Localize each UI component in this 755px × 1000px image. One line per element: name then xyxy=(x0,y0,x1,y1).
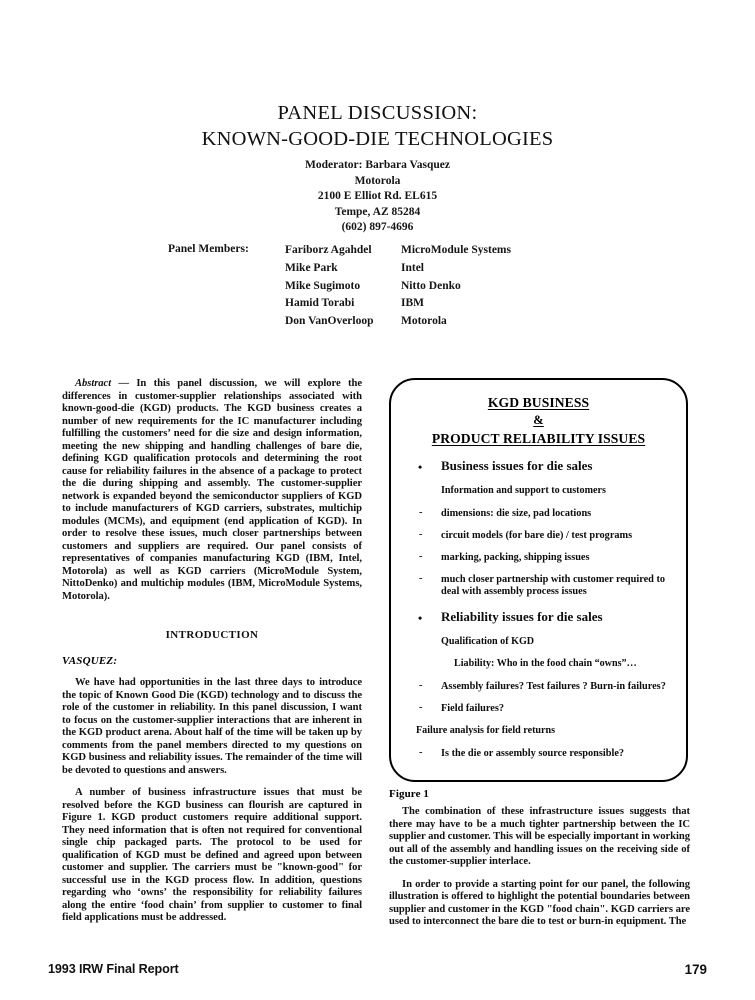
dash-icon: - xyxy=(419,747,423,759)
title-block xyxy=(0,100,755,236)
list-item-label: Liability: Who in the food chain “owns”… xyxy=(454,658,637,670)
panel-member-name: Fariborz Agahdel xyxy=(285,244,372,256)
moderator-phone: (602) 897-4696 xyxy=(341,221,414,234)
list-item xyxy=(401,485,676,498)
list-item-label: much closer partnership with customer required to deal with assembly process issues xyxy=(441,573,666,598)
list-item xyxy=(401,748,676,761)
list-item xyxy=(401,725,676,738)
right-body-paragraph-2: In order to provide a starting point for our panel, the following illustration is offered to highlight the potential boundaries between supplier and customer in the KGD "food chain". KGD carriers are used to interconnect the bare die to test or burn-in equipment. The xyxy=(389,878,690,927)
list-item-label: Failure analysis for field returns xyxy=(416,724,556,736)
panel-member-name: Don VanOverloop xyxy=(285,315,374,328)
panel-members-table-body xyxy=(285,243,511,332)
table-row xyxy=(285,296,511,314)
body-paragraph-1: We have had opportunities in the last three days to introduce the topic of Known Good Die (KGD) technology and to discuss the role of the customer in reliability. In this panel discussion, I want to focus on the customer-supplier interactions that are inherent in the KGD product arena. About half of the time will be taken up by comments from the panel members directed to my questions on KGD business and reliability issues. The remainder of the time will be devoted to questions and answers. xyxy=(62,677,362,776)
section-heading-introduction: INTRODUCTION xyxy=(165,629,259,641)
panel-member-name: Hamid Torabi xyxy=(285,297,355,310)
list-item xyxy=(401,458,676,474)
list-item xyxy=(401,658,676,671)
list-item-label: Information and support to customers xyxy=(441,485,606,496)
list-item xyxy=(401,703,676,716)
panel-member-affiliation: MicroModule Systems xyxy=(401,244,511,256)
right-column xyxy=(389,378,690,929)
page-footer xyxy=(0,962,755,978)
figure-title-line-2: PRODUCT RELIABILITY ISSUES xyxy=(431,431,646,446)
figure-1-box xyxy=(389,378,688,782)
list-item xyxy=(401,609,676,625)
page-title-line-1: PANEL DISCUSSION: xyxy=(277,102,478,124)
table-row xyxy=(285,261,511,279)
list-item-label: circuit models (for bare die) / test programs xyxy=(441,529,633,541)
panel-member-affiliation: Intel xyxy=(401,261,424,274)
panel-member-name: Mike Park xyxy=(285,261,338,274)
table-row xyxy=(285,243,511,261)
bullet-icon: • xyxy=(418,460,423,474)
speaker-label-vasquez: VASQUEZ: xyxy=(62,655,118,667)
list-item xyxy=(401,681,676,694)
dash-icon: - xyxy=(419,702,423,714)
dash-icon: - xyxy=(419,573,423,585)
list-item-label: marking, packing, shipping issues xyxy=(441,551,590,563)
list-item xyxy=(401,574,676,599)
abstract-paragraph xyxy=(62,378,362,603)
list-item-label: Business issues for die sales xyxy=(441,458,593,473)
body-paragraph-2: A number of business infrastructure issues that must be resolved before the KGD business can flourish are captured in Figure 1. KGD product customers require additional support. They need information that is often not required for conventional single chip packaged parts. The protocol to be used for qualification of KGD must be defined and agreed upon between customer and supplier. The carriers must be "known-good" for successful use in the KGD process flow. In addition, questions regarding who ‘owns’ the responsibility for reliability failures along the entire ‘food chain’ from supplier to customer to final field applications must be addressed. xyxy=(62,787,362,923)
moderator-block xyxy=(0,158,755,236)
panel-member-name: Mike Sugimoto xyxy=(285,279,361,292)
panel-members-table xyxy=(285,243,511,332)
list-item-label: Field failures? xyxy=(441,702,505,714)
list-item xyxy=(401,508,676,521)
dash-icon: - xyxy=(419,507,423,519)
figure-caption: Figure 1 xyxy=(389,788,430,800)
dash-icon: - xyxy=(419,529,423,541)
figure-title-line-1: KGD BUSINESS xyxy=(487,395,590,410)
right-body-paragraph-1: The combination of these infrastructure issues suggests that there may have to be a much tighter partnership between the IC supplier and customer. This will be especially important in working out all of the assembly and handling issues on the receiving side of the customer-supplier interlace. xyxy=(389,806,690,867)
list-item xyxy=(401,552,676,565)
moderator-address: 2100 E Elliot Rd. EL615 xyxy=(317,190,438,203)
abstract-text: In this panel discussion, we will explore the differences in customer-supplier relationships associated with known-good-die (KGD) products. The KGD business creates a number of new requirements for the IC manufacturer including fulfilling the customers’ need for die size and design information, meeting the new shipping and handling challenges of bare die, defining KGD qualification protocols and determining the root cause for reliability failures in the absence of a package to protect the die during shipping and assembly. The customer-supplier network is expanded beyond the semiconductor suppliers of KGD to include manufacturers of KGD carriers, substrates, multichip modules (MCMs), and equipment (end application of KGD). In order to resolve these issues, much closer partnerships between customers and suppliers are required. Our panel consists of representatives of companies manufacturing KGD (IBM, Intel, Motorola) as well as KGD carriers (MicroModule System, NittoDenko) and multichip modules (IBM, MicroModule Systems, Motorola). xyxy=(62,378,362,602)
list-item-label: Qualification of KGD xyxy=(441,635,535,647)
moderator-company: Motorola xyxy=(354,174,401,187)
bullet-icon: • xyxy=(418,610,423,625)
dash-icon: - xyxy=(419,551,423,563)
left-column xyxy=(62,378,362,925)
moderator-city-state-zip: Tempe, AZ 85284 xyxy=(334,205,421,218)
page-title-line-2: KNOWN-GOOD-DIE TECHNOLOGIES xyxy=(201,128,554,150)
figure-title xyxy=(401,393,676,448)
panel-members-label: Panel Members: xyxy=(168,243,249,255)
page-number: 179 xyxy=(684,962,707,977)
panel-member-affiliation: IBM xyxy=(401,297,424,310)
panel-member-affiliation: Nitto Denko xyxy=(401,279,461,292)
list-item xyxy=(401,530,676,543)
panel-member-affiliation: Motorola xyxy=(401,315,447,328)
figure-title-ampersand: & xyxy=(533,413,544,427)
moderator-name: Moderator: Barbara Vasquez xyxy=(304,159,450,171)
abstract-label: Abstract — xyxy=(75,378,129,389)
list-item-label: Assembly failures? Test failures ? Burn-in failures? xyxy=(441,680,666,692)
list-item-label: dimensions: die size, pad locations xyxy=(441,507,592,519)
list-item-label: Is the die or assembly source responsible? xyxy=(441,747,625,759)
figure-bullet-list xyxy=(401,458,676,760)
list-item-label: Reliability issues for die sales xyxy=(441,608,603,624)
dash-icon: - xyxy=(419,680,423,692)
table-row xyxy=(285,314,511,332)
list-item xyxy=(401,636,676,649)
table-row xyxy=(285,279,511,297)
footer-report-label: 1993 IRW Final Report xyxy=(48,962,179,976)
